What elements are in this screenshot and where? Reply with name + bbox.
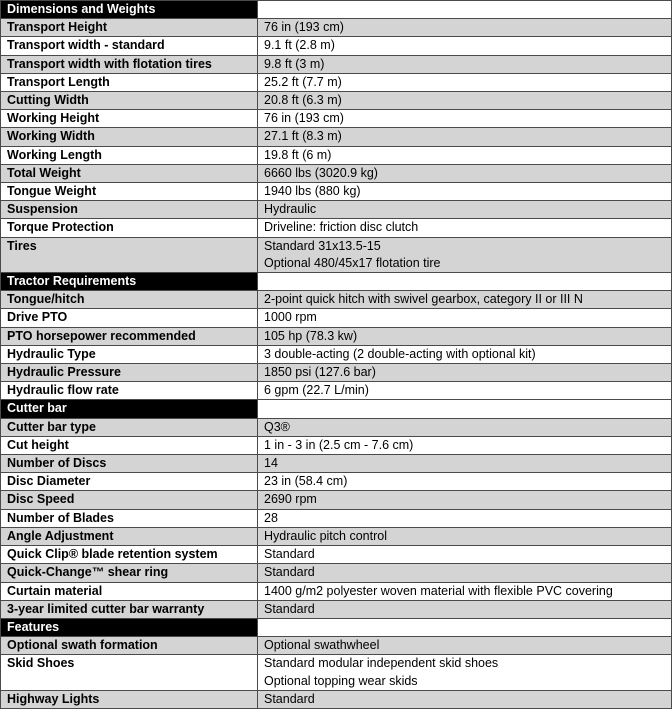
spec-value (258, 164, 672, 182)
spec-value (258, 455, 672, 473)
table-row (1, 92, 672, 110)
table-row (1, 55, 672, 73)
table-row (1, 237, 672, 272)
spec-value (258, 55, 672, 73)
section-title: Features (1, 618, 258, 636)
spec-label: Quick-Change™ shear ring (1, 564, 258, 582)
section-header-features (1, 618, 672, 636)
table-row (1, 37, 672, 55)
table-row (1, 164, 672, 182)
spec-value-line: Standard (264, 547, 315, 562)
spec-value-line: Standard (264, 601, 315, 616)
spec-value-line: Standard (264, 565, 315, 580)
table-row (1, 73, 672, 91)
spec-value (258, 418, 672, 436)
spec-value-line: 20.8 ft (6.3 m) (264, 93, 342, 108)
table-row (1, 436, 672, 454)
spec-value (258, 219, 672, 237)
table-row (1, 473, 672, 491)
spec-label: Transport width with flotation tires (1, 55, 258, 73)
table-row (1, 582, 672, 600)
section-title: Tractor Requirements (1, 273, 258, 291)
spec-value-line: 1000 rpm (264, 310, 317, 325)
spec-value (258, 491, 672, 509)
spec-label: Tongue Weight (1, 183, 258, 201)
table-row (1, 637, 672, 655)
spec-label: Curtain material (1, 582, 258, 600)
table-row (1, 491, 672, 509)
table-row (1, 19, 672, 37)
table-row (1, 128, 672, 146)
table-row (1, 655, 672, 690)
spec-value-line: Q3® (264, 419, 290, 434)
spec-label: Hydraulic Type (1, 345, 258, 363)
spec-table-body (1, 1, 672, 709)
spec-value-line: 9.8 ft (3 m) (264, 56, 325, 71)
spec-value-line: 23 in (58.4 cm) (264, 474, 348, 489)
spec-value-line: 28 (264, 510, 278, 525)
spec-value (258, 327, 672, 345)
table-row (1, 509, 672, 527)
spec-value-line: 14 (264, 456, 278, 471)
spec-value (258, 237, 672, 272)
section-title: Cutter bar (1, 400, 258, 418)
spec-value (258, 201, 672, 219)
spec-label: Hydraulic flow rate (1, 382, 258, 400)
spec-value-line: 1400 g/m2 polyester woven material with flexible PVC covering (264, 583, 613, 598)
spec-value-line: 6 gpm (22.7 L/min) (264, 383, 369, 398)
table-row (1, 146, 672, 164)
spec-value-line: Standard 31x13.5-15 (264, 238, 381, 253)
spec-label: PTO horsepower recommended (1, 327, 258, 345)
spec-value (258, 637, 672, 655)
table-row (1, 564, 672, 582)
spec-value-line: Hydraulic pitch control (264, 528, 387, 543)
spec-value-line: 9.1 ft (2.8 m) (264, 38, 335, 53)
spec-value-line: Standard modular independent skid shoes (264, 656, 499, 671)
spec-label: Cutting Width (1, 92, 258, 110)
spec-value (258, 382, 672, 400)
spec-value-line: Driveline: friction disc clutch (264, 220, 419, 235)
spec-value-line: Optional topping wear skids (264, 673, 418, 688)
spec-label: Cut height (1, 436, 258, 454)
spec-value (258, 309, 672, 327)
section-header-blank-cell (258, 618, 672, 636)
spec-label: Disc Diameter (1, 473, 258, 491)
section-header-tractor-requirements (1, 273, 672, 291)
spec-label: Suspension (1, 201, 258, 219)
table-row (1, 110, 672, 128)
spec-value-line: 2690 rpm (264, 492, 317, 507)
table-row (1, 600, 672, 618)
section-header-blank-cell (258, 273, 672, 291)
spec-value (258, 655, 672, 690)
spec-label: Tongue/hitch (1, 291, 258, 309)
spec-value (258, 37, 672, 55)
spec-value (258, 690, 672, 708)
spec-value-line: 27.1 ft (8.3 m) (264, 129, 342, 144)
spec-value (258, 183, 672, 201)
table-row (1, 327, 672, 345)
spec-value (258, 110, 672, 128)
section-header-blank-cell (258, 400, 672, 418)
spec-value (258, 291, 672, 309)
spec-value-line: Optional 480/45x17 flotation tire (264, 255, 441, 270)
spec-label: Number of Blades (1, 509, 258, 527)
section-header-cutter-bar (1, 400, 672, 418)
spec-label: Transport Height (1, 19, 258, 37)
spec-value (258, 128, 672, 146)
spec-label: Working Width (1, 128, 258, 146)
table-row (1, 201, 672, 219)
spec-value (258, 473, 672, 491)
spec-label: Torque Protection (1, 219, 258, 237)
spec-label: Cutter bar type (1, 418, 258, 436)
spec-label: Total Weight (1, 164, 258, 182)
spec-value-line: 76 in (193 cm) (264, 20, 344, 35)
spec-label: Working Length (1, 146, 258, 164)
table-row (1, 418, 672, 436)
spec-value-line: 105 hp (78.3 kw) (264, 328, 358, 343)
table-row (1, 309, 672, 327)
spec-label: Optional swath formation (1, 637, 258, 655)
section-title: Dimensions and Weights (1, 1, 258, 19)
spec-value-line: 76 in (193 cm) (264, 111, 344, 126)
table-row (1, 546, 672, 564)
table-row (1, 690, 672, 708)
spec-value (258, 436, 672, 454)
spec-value (258, 546, 672, 564)
spec-value (258, 19, 672, 37)
section-header-dimensions-and-weights (1, 1, 672, 19)
spec-value-line: 1850 psi (127.6 bar) (264, 365, 376, 380)
spec-value-line: Standard (264, 691, 315, 706)
spec-value-line: 6660 lbs (3020.9 kg) (264, 165, 378, 180)
spec-label: Working Height (1, 110, 258, 128)
table-row (1, 382, 672, 400)
spec-value-line: Optional swathwheel (264, 638, 380, 653)
spec-label: Tires (1, 237, 258, 272)
spec-value (258, 146, 672, 164)
spec-label: Transport width - standard (1, 37, 258, 55)
table-row (1, 219, 672, 237)
spec-value-line: 19.8 ft (6 m) (264, 147, 332, 162)
table-row (1, 291, 672, 309)
spec-label: Quick Clip® blade retention system (1, 546, 258, 564)
table-row (1, 364, 672, 382)
spec-label: 3-year limited cutter bar warranty (1, 600, 258, 618)
spec-value-line: 1940 lbs (880 kg) (264, 184, 361, 199)
spec-label: Highway Lights (1, 690, 258, 708)
spec-label: Disc Speed (1, 491, 258, 509)
spec-value (258, 92, 672, 110)
spec-value (258, 600, 672, 618)
spec-label: Hydraulic Pressure (1, 364, 258, 382)
table-row (1, 455, 672, 473)
spec-label: Skid Shoes (1, 655, 258, 690)
spec-value (258, 509, 672, 527)
spec-value (258, 73, 672, 91)
spec-value-line: 1 in - 3 in (2.5 cm - 7.6 cm) (264, 437, 414, 452)
table-row (1, 527, 672, 545)
section-header-blank-cell (258, 1, 672, 19)
spec-label: Transport Length (1, 73, 258, 91)
spec-value (258, 345, 672, 363)
spec-label: Drive PTO (1, 309, 258, 327)
table-row (1, 183, 672, 201)
spec-value-line: Hydraulic (264, 202, 317, 217)
spec-value-line: 2-point quick hitch with swivel gearbox, category II or III N (264, 292, 583, 307)
spec-value (258, 364, 672, 382)
spec-label: Angle Adjustment (1, 527, 258, 545)
spec-value-line: 3 double-acting (2 double-acting with optional kit) (264, 346, 536, 361)
spec-value (258, 582, 672, 600)
spec-value (258, 564, 672, 582)
spec-value-line: 25.2 ft (7.7 m) (264, 74, 342, 89)
spec-value (258, 527, 672, 545)
table-row (1, 345, 672, 363)
spec-label: Number of Discs (1, 455, 258, 473)
